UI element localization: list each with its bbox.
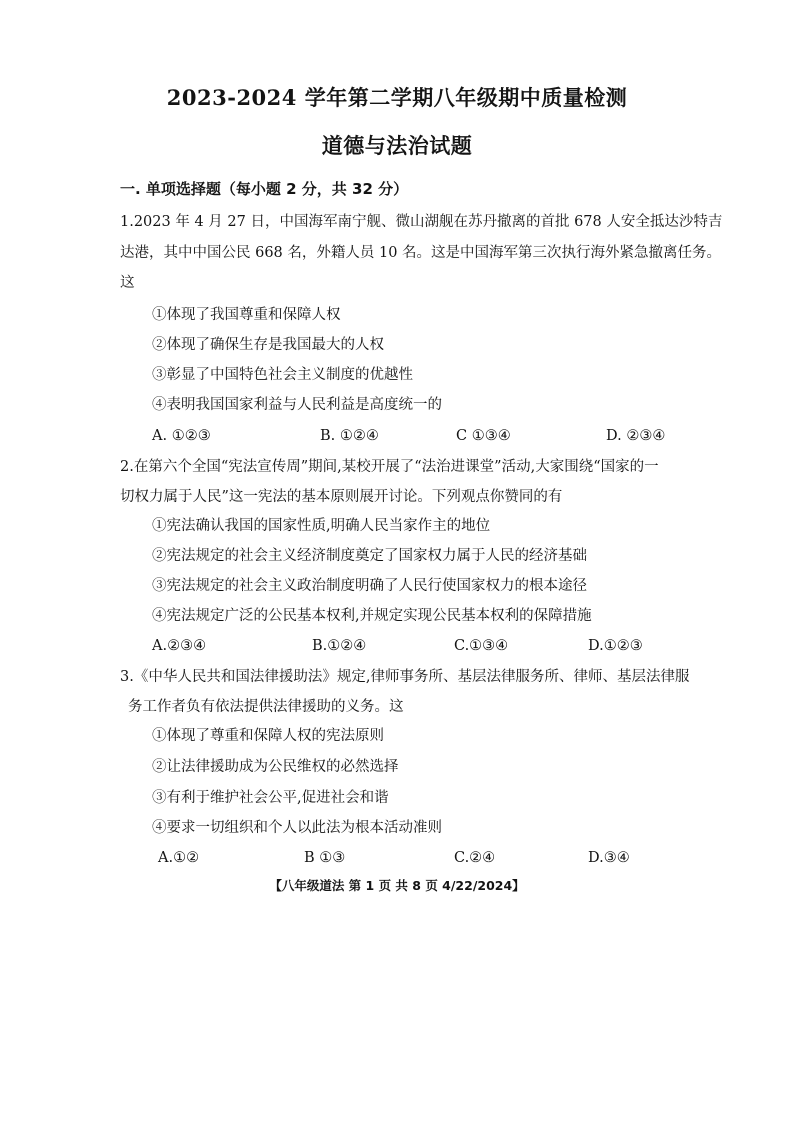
question-3-choice-b: B ①③ bbox=[304, 850, 346, 866]
question-3-choice-a: A.①② bbox=[158, 850, 200, 866]
question-1-choice-c: C ①③④ bbox=[456, 428, 511, 444]
question-1-statement-4: ④表明我国国家利益与人民利益是高度统一的 bbox=[152, 397, 442, 413]
question-1-choice-b: B. ①②④ bbox=[320, 428, 379, 444]
question-2-statement-2: ②宪法规定的社会主义经济制度奠定了国家权力属于人民的经济基础 bbox=[152, 548, 587, 564]
question-1-statement-2: ②体现了确保生存是我国最大的人权 bbox=[152, 337, 384, 353]
question-3-stem-line-2: 务工作者负有依法提供法律援助的义务。这 bbox=[128, 699, 404, 715]
question-1-choice-a: A. ①②③ bbox=[152, 428, 211, 444]
page-footer: 【八年级道法 第 1 页 共 8 页 4/22/2024】 bbox=[269, 878, 525, 893]
question-2-stem-line-2: 切权力属于人民”这一宪法的基本原则展开讨论。下列观点你赞同的有 bbox=[120, 489, 563, 505]
question-3-choice-c: C.②④ bbox=[454, 850, 496, 866]
question-1-stem-line-3: 这 bbox=[120, 275, 135, 291]
question-3-statement-1: ①体现了尊重和保障人权的宪法原则 bbox=[152, 728, 384, 744]
question-2-stem-line-1: 2.在第六个全国“宪法宣传周”期间,某校开展了“法治进课堂”活动,大家围绕“国家的一 bbox=[120, 459, 659, 475]
question-3-choice-d: D.③④ bbox=[588, 850, 630, 866]
question-3-statement-2: ②让法律援助成为公民维权的必然选择 bbox=[152, 759, 399, 775]
question-1-statement-3: ③彰显了中国特色社会主义制度的优越性 bbox=[152, 367, 413, 383]
question-2-choice-d: D.①②③ bbox=[588, 638, 643, 654]
question-2-statement-4: ④宪法规定广泛的公民基本权利,并规定实现公民基本权利的保障措施 bbox=[152, 608, 592, 624]
question-2-statement-1: ①宪法确认我国的国家性质,明确人民当家作主的地位 bbox=[152, 518, 491, 534]
exam-subject-title: 道德与法治试题 bbox=[321, 133, 473, 158]
question-2-choice-c: C.①③④ bbox=[454, 638, 509, 654]
question-3-statement-3: ③有利于维护社会公平,促进社会和谐 bbox=[152, 790, 389, 806]
question-2-choice-a: A.②③④ bbox=[152, 638, 207, 654]
question-3-statement-4: ④要求一切组织和个人以此法为根本活动准则 bbox=[152, 820, 442, 836]
question-1-choice-d: D. ②③④ bbox=[606, 428, 666, 444]
question-2-choice-b: B.①②④ bbox=[312, 638, 367, 654]
question-2-statement-3: ③宪法规定的社会主义政治制度明确了人民行使国家权力的根本途径 bbox=[152, 578, 587, 594]
question-3-stem-line-1: 3.《中华人民共和国法律援助法》规定,律师事务所、基层法律服务所、律师、基层法律服 bbox=[120, 669, 690, 685]
section-heading: 一. 单项选择题（每小题 2 分，共 32 分） bbox=[120, 180, 409, 198]
question-1-stem-line-1: 1.2023 年 4 月 27 日，中国海军南宁舰、微山湖舰在苏丹撤离的首批 678 人安全抵达沙特吉 bbox=[120, 214, 723, 230]
question-1-stem-line-2: 达港，其中中国公民 668 名，外籍人员 10 名。这是中国海军第三次执行海外紧急撤离任务。 bbox=[120, 245, 722, 261]
exam-title: 2023-2024 学年第二学期八年级期中质量检测 bbox=[166, 85, 628, 110]
question-1-statement-1: ①体现了我国尊重和保障人权 bbox=[152, 307, 341, 323]
